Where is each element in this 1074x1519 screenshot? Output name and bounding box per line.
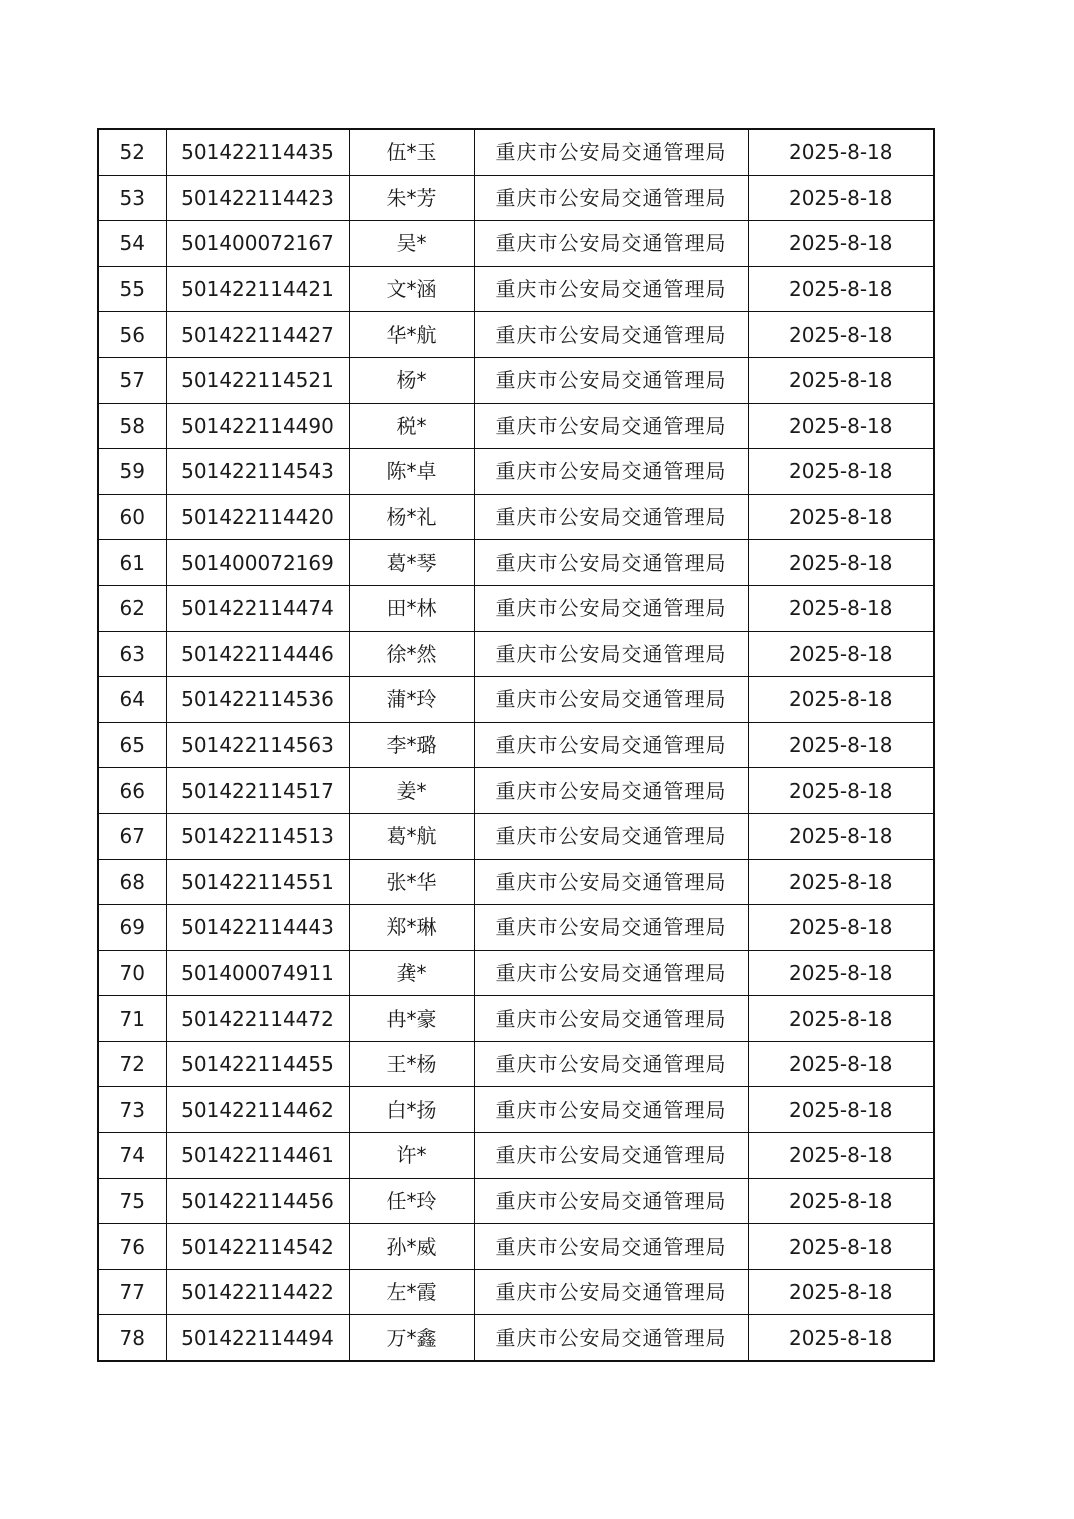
date-cell: 2025-8-18 (748, 449, 934, 495)
date-cell: 2025-8-18 (748, 1041, 934, 1087)
person-name-cell: 孙*威 (349, 1224, 474, 1270)
person-name-cell: 李*璐 (349, 722, 474, 768)
date-cell: 2025-8-18 (748, 722, 934, 768)
table-row (98, 813, 934, 859)
row-number-cell: 70 (98, 950, 166, 996)
person-name-cell: 杨* (349, 357, 474, 403)
certificate-number-cell: 501422114422 (166, 1269, 349, 1315)
row-number-cell: 64 (98, 677, 166, 723)
certificate-number-cell: 501400072167 (166, 221, 349, 267)
person-name-cell: 龚* (349, 950, 474, 996)
issuing-department-cell: 重庆市公安局交通管理局 (474, 1133, 748, 1179)
table-row (98, 722, 934, 768)
row-number-cell: 78 (98, 1315, 166, 1361)
person-name-cell: 文*涵 (349, 266, 474, 312)
issuing-department-cell: 重庆市公安局交通管理局 (474, 768, 748, 814)
row-number-cell: 60 (98, 494, 166, 540)
row-number-cell: 53 (98, 175, 166, 221)
date-cell: 2025-8-18 (748, 631, 934, 677)
issuing-department-cell: 重庆市公安局交通管理局 (474, 494, 748, 540)
issuing-department-cell: 重庆市公安局交通管理局 (474, 905, 748, 951)
table-row (98, 677, 934, 723)
table-row (98, 1087, 934, 1133)
issuing-department-cell: 重庆市公安局交通管理局 (474, 129, 748, 175)
date-cell: 2025-8-18 (748, 996, 934, 1042)
person-name-cell: 冉*豪 (349, 996, 474, 1042)
records-table-body (98, 129, 934, 1361)
row-number-cell: 68 (98, 859, 166, 905)
certificate-number-cell: 501422114474 (166, 585, 349, 631)
certificate-number-cell: 501422114563 (166, 722, 349, 768)
person-name-cell: 蒲*玲 (349, 677, 474, 723)
issuing-department-cell: 重庆市公安局交通管理局 (474, 859, 748, 905)
person-name-cell: 郑*琳 (349, 905, 474, 951)
row-number-cell: 67 (98, 813, 166, 859)
date-cell: 2025-8-18 (748, 768, 934, 814)
certificate-number-cell: 501422114551 (166, 859, 349, 905)
row-number-cell: 77 (98, 1269, 166, 1315)
date-cell: 2025-8-18 (748, 859, 934, 905)
person-name-cell: 许* (349, 1133, 474, 1179)
issuing-department-cell: 重庆市公安局交通管理局 (474, 631, 748, 677)
row-number-cell: 59 (98, 449, 166, 495)
certificate-number-cell: 501400074911 (166, 950, 349, 996)
row-number-cell: 52 (98, 129, 166, 175)
table-row (98, 221, 934, 267)
certificate-number-cell: 501422114461 (166, 1133, 349, 1179)
date-cell: 2025-8-18 (748, 221, 934, 267)
person-name-cell: 华*航 (349, 312, 474, 358)
row-number-cell: 61 (98, 540, 166, 586)
date-cell: 2025-8-18 (748, 1269, 934, 1315)
certificate-number-cell: 501422114542 (166, 1224, 349, 1270)
table-row (98, 996, 934, 1042)
row-number-cell: 58 (98, 403, 166, 449)
issuing-department-cell: 重庆市公安局交通管理局 (474, 266, 748, 312)
issuing-department-cell: 重庆市公安局交通管理局 (474, 221, 748, 267)
person-name-cell: 伍*玉 (349, 129, 474, 175)
person-name-cell: 王*杨 (349, 1041, 474, 1087)
certificate-number-cell: 501422114521 (166, 357, 349, 403)
date-cell: 2025-8-18 (748, 540, 934, 586)
date-cell: 2025-8-18 (748, 677, 934, 723)
certificate-number-cell: 501422114472 (166, 996, 349, 1042)
person-name-cell: 田*林 (349, 585, 474, 631)
person-name-cell: 张*华 (349, 859, 474, 905)
issuing-department-cell: 重庆市公安局交通管理局 (474, 403, 748, 449)
date-cell: 2025-8-18 (748, 357, 934, 403)
certificate-number-cell: 501422114456 (166, 1178, 349, 1224)
table-row (98, 905, 934, 951)
row-number-cell: 73 (98, 1087, 166, 1133)
table-row (98, 859, 934, 905)
table-row (98, 266, 934, 312)
issuing-department-cell: 重庆市公安局交通管理局 (474, 813, 748, 859)
row-number-cell: 62 (98, 585, 166, 631)
person-name-cell: 万*鑫 (349, 1315, 474, 1361)
certificate-number-cell: 501422114543 (166, 449, 349, 495)
person-name-cell: 葛*琴 (349, 540, 474, 586)
date-cell: 2025-8-18 (748, 175, 934, 221)
certificate-number-cell: 501400072169 (166, 540, 349, 586)
person-name-cell: 陈*卓 (349, 449, 474, 495)
table-row (98, 1133, 934, 1179)
issuing-department-cell: 重庆市公安局交通管理局 (474, 175, 748, 221)
certificate-number-cell: 501422114446 (166, 631, 349, 677)
row-number-cell: 56 (98, 312, 166, 358)
table-row (98, 1315, 934, 1361)
table-row (98, 1041, 934, 1087)
certificate-number-cell: 501422114513 (166, 813, 349, 859)
issuing-department-cell: 重庆市公安局交通管理局 (474, 996, 748, 1042)
row-number-cell: 55 (98, 266, 166, 312)
issuing-department-cell: 重庆市公安局交通管理局 (474, 950, 748, 996)
issuing-department-cell: 重庆市公安局交通管理局 (474, 677, 748, 723)
person-name-cell: 任*玲 (349, 1178, 474, 1224)
row-number-cell: 72 (98, 1041, 166, 1087)
issuing-department-cell: 重庆市公安局交通管理局 (474, 1087, 748, 1133)
row-number-cell: 74 (98, 1133, 166, 1179)
person-name-cell: 吴* (349, 221, 474, 267)
person-name-cell: 姜* (349, 768, 474, 814)
table-row (98, 1269, 934, 1315)
person-name-cell: 左*霞 (349, 1269, 474, 1315)
issuing-department-cell: 重庆市公安局交通管理局 (474, 722, 748, 768)
date-cell: 2025-8-18 (748, 312, 934, 358)
issuing-department-cell: 重庆市公安局交通管理局 (474, 540, 748, 586)
date-cell: 2025-8-18 (748, 950, 934, 996)
issuing-department-cell: 重庆市公安局交通管理局 (474, 312, 748, 358)
issuing-department-cell: 重庆市公安局交通管理局 (474, 357, 748, 403)
issuing-department-cell: 重庆市公安局交通管理局 (474, 1224, 748, 1270)
table-row (98, 312, 934, 358)
row-number-cell: 63 (98, 631, 166, 677)
table-row (98, 403, 934, 449)
issuing-department-cell: 重庆市公安局交通管理局 (474, 1269, 748, 1315)
certificate-number-cell: 501422114443 (166, 905, 349, 951)
date-cell: 2025-8-18 (748, 1224, 934, 1270)
table-row (98, 631, 934, 677)
certificate-number-cell: 501422114435 (166, 129, 349, 175)
date-cell: 2025-8-18 (748, 585, 934, 631)
table-row (98, 129, 934, 175)
certificate-number-cell: 501422114536 (166, 677, 349, 723)
issuing-department-cell: 重庆市公安局交通管理局 (474, 1315, 748, 1361)
person-name-cell: 朱*芳 (349, 175, 474, 221)
row-number-cell: 71 (98, 996, 166, 1042)
date-cell: 2025-8-18 (748, 494, 934, 540)
certificate-number-cell: 501422114427 (166, 312, 349, 358)
table-row (98, 494, 934, 540)
certificate-number-cell: 501422114494 (166, 1315, 349, 1361)
certificate-number-cell: 501422114420 (166, 494, 349, 540)
certificate-number-cell: 501422114517 (166, 768, 349, 814)
date-cell: 2025-8-18 (748, 813, 934, 859)
table-row (98, 585, 934, 631)
certificate-number-cell: 501422114490 (166, 403, 349, 449)
certificate-number-cell: 501422114462 (166, 1087, 349, 1133)
certificate-number-cell: 501422114423 (166, 175, 349, 221)
table-row (98, 768, 934, 814)
person-name-cell: 白*扬 (349, 1087, 474, 1133)
person-name-cell: 杨*礼 (349, 494, 474, 540)
row-number-cell: 66 (98, 768, 166, 814)
person-name-cell: 徐*然 (349, 631, 474, 677)
table-row (98, 175, 934, 221)
person-name-cell: 税* (349, 403, 474, 449)
row-number-cell: 65 (98, 722, 166, 768)
issuing-department-cell: 重庆市公安局交通管理局 (474, 585, 748, 631)
certificate-number-cell: 501422114455 (166, 1041, 349, 1087)
person-name-cell: 葛*航 (349, 813, 474, 859)
table-row (98, 1178, 934, 1224)
row-number-cell: 69 (98, 905, 166, 951)
table-row (98, 357, 934, 403)
date-cell: 2025-8-18 (748, 1315, 934, 1361)
certificate-number-cell: 501422114421 (166, 266, 349, 312)
table-row (98, 1224, 934, 1270)
table-row (98, 540, 934, 586)
issuing-department-cell: 重庆市公安局交通管理局 (474, 1041, 748, 1087)
date-cell: 2025-8-18 (748, 1133, 934, 1179)
table-row (98, 950, 934, 996)
date-cell: 2025-8-18 (748, 266, 934, 312)
date-cell: 2025-8-18 (748, 1087, 934, 1133)
row-number-cell: 75 (98, 1178, 166, 1224)
row-number-cell: 57 (98, 357, 166, 403)
date-cell: 2025-8-18 (748, 403, 934, 449)
date-cell: 2025-8-18 (748, 129, 934, 175)
date-cell: 2025-8-18 (748, 905, 934, 951)
row-number-cell: 54 (98, 221, 166, 267)
records-table (97, 128, 935, 1362)
issuing-department-cell: 重庆市公安局交通管理局 (474, 1178, 748, 1224)
row-number-cell: 76 (98, 1224, 166, 1270)
issuing-department-cell: 重庆市公安局交通管理局 (474, 449, 748, 495)
table-row (98, 449, 934, 495)
date-cell: 2025-8-18 (748, 1178, 934, 1224)
